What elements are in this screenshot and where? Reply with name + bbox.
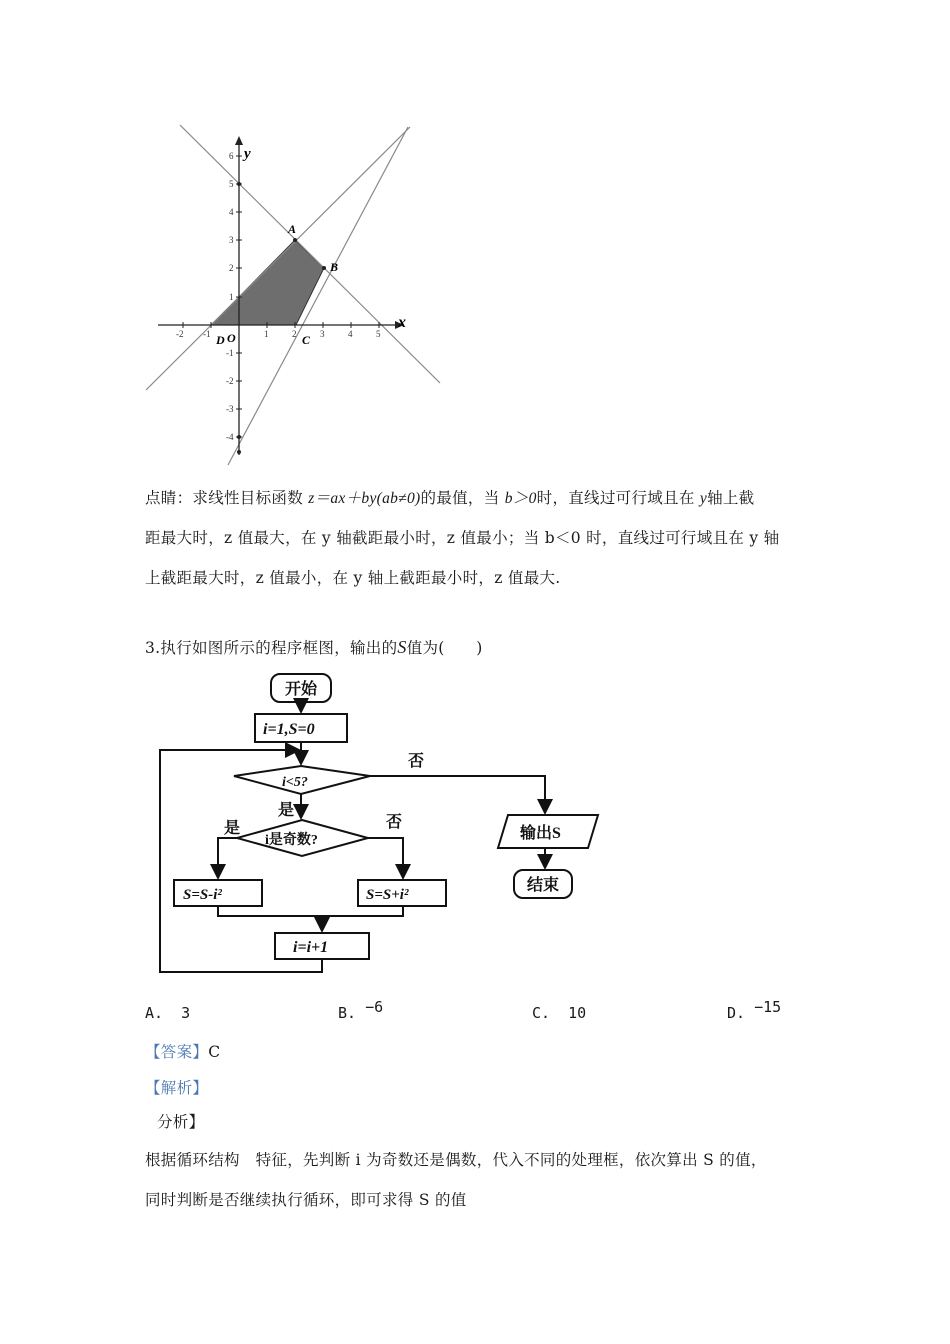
no2-label: 否 <box>386 814 403 831</box>
note-mid: 的最值，当 <box>420 489 505 507</box>
origin-label: O <box>227 331 236 345</box>
option-d-value: −15 <box>754 998 782 1016</box>
answer-tag: 【答案】 <box>145 1043 209 1061</box>
flowchart <box>150 665 610 985</box>
output-label: 输出S <box>520 825 561 842</box>
y-tick-label: 3 <box>229 235 234 245</box>
y-tick-label: 2 <box>229 263 234 273</box>
analysis-sub: 分析】 <box>157 1113 205 1131</box>
body-line-2: 同时判断是否继续执行循环，即可求得 S 的值 <box>145 1191 467 1209</box>
question-text <box>145 636 483 658</box>
question-var: S <box>397 637 407 657</box>
note-line-3: 上截距最大时，z 值最小，在 y 轴上截距最小时，z 值最大. <box>145 569 561 587</box>
y-tick-label: 6 <box>229 151 234 161</box>
question-prefix: 3.执行如图所示的程序框图，输出的 <box>145 639 398 657</box>
option-a-value: 3 <box>181 1004 191 1022</box>
option-c-label: C. <box>532 1004 551 1022</box>
point-a-label: A <box>288 222 297 236</box>
x-tick-label: -2 <box>176 329 184 339</box>
x-tick-label: -1 <box>203 329 211 339</box>
option-b[interactable] <box>338 998 384 1022</box>
left-box-label: S=S-i² <box>183 887 222 903</box>
x-axis-label: x <box>398 314 406 331</box>
analysis-tag: 【解析】 <box>145 1079 209 1097</box>
init-label: i=1,S=0 <box>263 721 315 738</box>
right-box-label: S=S+i² <box>366 887 409 903</box>
body-line-1: 根据循环结构 特征，先判断 i 为奇数还是偶数，代入不同的处理框，依次算出 S 的值， <box>145 1151 767 1169</box>
note-prefix: 点睛：求线性目标函数 <box>145 489 309 507</box>
option-a[interactable] <box>145 1004 190 1022</box>
point-d-label: D <box>216 333 225 347</box>
note-suffix: 时，直线过可行域且在 <box>536 489 700 507</box>
feasible-region <box>211 240 324 325</box>
x-tick-label: 4 <box>348 329 353 339</box>
note-cond: b＞0 <box>504 490 537 507</box>
point-c-label: C <box>302 333 311 347</box>
note-line-2: 距最大时，z 值最大，在 y 轴截距最小时，z 值最小；当 b＜0 时，直线过可行域且在 y 轴 <box>145 529 780 547</box>
note-formula: z＝ax＋by(ab≠0) <box>308 490 421 507</box>
no1-label: 否 <box>408 753 425 770</box>
yes1-label: 是 <box>278 802 295 819</box>
line-y-x-plus-1 <box>146 127 410 390</box>
note-line-1 <box>145 486 754 508</box>
y-axis-label: y <box>244 146 251 162</box>
cond2-label: i是奇数? <box>265 833 318 848</box>
note-y: y <box>699 490 708 507</box>
answer-value: C <box>208 1043 221 1061</box>
y-tick-label: -3 <box>226 404 234 414</box>
option-d-label: D. <box>727 1004 746 1022</box>
x-tick-label: 3 <box>320 329 325 339</box>
y-tick-label: -4 <box>226 432 234 442</box>
option-a-label: A. <box>145 1004 164 1022</box>
point-b-label: B <box>330 260 339 274</box>
note-end: 轴上截 <box>707 489 755 507</box>
option-b-value: −6 <box>365 998 384 1016</box>
option-d[interactable] <box>727 998 782 1022</box>
yes2-label: 是 <box>224 820 241 837</box>
increment-label: i=i+1 <box>293 939 329 956</box>
start-label: 开始 <box>285 681 318 698</box>
option-c-value: 10 <box>568 1004 587 1022</box>
cond1-label: i<5? <box>282 775 308 790</box>
question-suffix: 值为( ) <box>406 639 483 657</box>
x-tick-label: 5 <box>376 329 381 339</box>
y-tick-label: -2 <box>226 376 234 386</box>
y-axis-arrow <box>235 136 243 145</box>
y-tick-label: 1 <box>229 292 234 302</box>
x-tick-label: 2 <box>292 329 297 339</box>
x-tick-label: 1 <box>264 329 269 339</box>
option-b-label: B. <box>338 1004 357 1022</box>
y-tick-label: 4 <box>229 207 234 217</box>
option-c[interactable] <box>532 1004 586 1022</box>
end-label: 结束 <box>527 877 560 894</box>
answer-line <box>145 1040 220 1062</box>
feasible-region-graph <box>140 115 450 475</box>
y-tick-label: 5 <box>229 179 234 189</box>
y-tick-label: -1 <box>226 348 234 358</box>
